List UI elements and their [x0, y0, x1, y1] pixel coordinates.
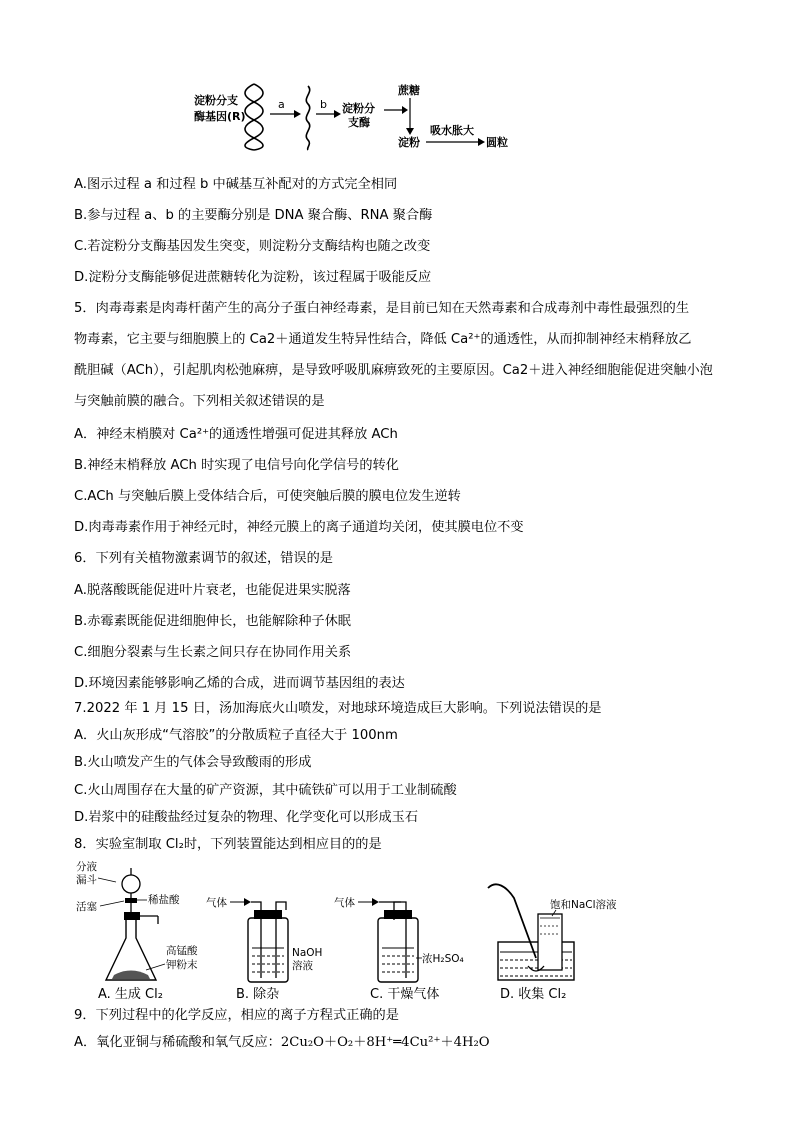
caption-d: D. 收集 Cl₂ [500, 987, 567, 1002]
q6-option-b: B.赤霉素既能促进细胞伸长，也能解除种子休眠 [74, 614, 351, 629]
separatory-funnel-icon [122, 875, 140, 893]
caption-b: B. 除杂 [236, 987, 280, 1002]
starch-label: 淀粉 [398, 136, 420, 149]
svg-text:气体: 气体 [334, 897, 355, 909]
apparatus-a [76, 860, 198, 1002]
q5-stem-line2: 物毒素，它主要与细胞膜上的 Ca2＋通道发生特异性结合，降低 Ca²⁺的通透性，从而抑制神经末梢释放乙 [74, 332, 692, 347]
q5-option-c: C.ACh 与突触后膜上受体结合后，可使突触后膜的膜电位发生逆转 [74, 489, 461, 504]
q4-option-b: B.参与过程 a、b 的主要酶分别是 DNA 聚合酶、RNA 聚合酶 [74, 208, 433, 223]
q5-option-b: B.神经末梢释放 ACh 时实现了电信号向化学信号的转化 [74, 458, 399, 473]
svg-text:钾粉末: 钾粉末 [166, 959, 198, 971]
q5-option-d: D.肉毒毒素作用于神经元时，神经元膜上的离子通道均关闭，使其膜电位不变 [74, 520, 524, 535]
svg-text:NaOH: NaOH [292, 947, 323, 959]
round-grain-label: 圆粒 [486, 136, 508, 149]
q5-stem-line4: 与突触前膜的融合。下列相关叙述错误的是 [74, 394, 325, 409]
svg-text:高锰酸: 高锰酸 [166, 945, 198, 957]
water-absorb-label: 吸水胀大 [430, 124, 474, 137]
q6-stem: 6．下列有关植物激素调节的叙述，错误的是 [74, 551, 333, 566]
caption-c: C. 干燥气体 [370, 987, 440, 1002]
sucrose-label: 蔗糖 [398, 84, 420, 97]
apparatus-b [206, 896, 322, 1002]
arrow-b-label: b [320, 98, 327, 111]
q4-option-d: D.淀粉分支酶能够促进蔗糖转化为淀粉，该过程属于吸能反应 [74, 270, 432, 285]
gene-label-line2: 酶基因(R) [194, 110, 246, 123]
collection-cylinder-icon [538, 914, 562, 970]
q5-stem-line3: 酰胆碱（ACh），引起肌肉松弛麻痹，是导致呼吸肌麻痹致死的主要原因。Ca2＋进入神经细胞能促进突触小泡 [74, 363, 713, 378]
q7-option-a: A．火山灰形成“气溶胶”的分散质粒子直径大于 100nm [74, 728, 398, 743]
q6-option-c: C.细胞分裂素与生长素之间只存在协同作用关系 [74, 645, 352, 660]
q7-option-d: D.岩浆中的硅酸盐经过复杂的物理、化学变化可以形成玉石 [74, 810, 419, 825]
svg-text:气体: 气体 [206, 897, 227, 909]
q7-option-b: B.火山喷发产生的气体会导致酸雨的形成 [74, 755, 312, 770]
q4-option-a: A.图示过程 a 和过程 b 中碱基互补配对的方式完全相同 [74, 177, 398, 192]
svg-text:饱和NaCl溶液: 饱和NaCl溶液 [550, 899, 617, 911]
svg-text:浓H₂SO₄: 浓H₂SO₄ [422, 953, 464, 965]
arrow-a-label: a [278, 98, 285, 111]
q9-option-a [74, 1033, 724, 1053]
caption-a: A. 生成 Cl₂ [98, 987, 163, 1002]
gene-expression-diagram [190, 80, 520, 152]
q6-option-d: D.环境因素能够影响乙烯的合成，进而调节基因组的表达 [74, 676, 405, 691]
apparatus-c [334, 896, 464, 1002]
q5-option-a: A．神经末梢膜对 Ca²⁺的通透性增强可促进其释放 ACh [74, 427, 398, 442]
svg-text:溶液: 溶液 [292, 960, 313, 972]
gene-label-line1: 淀粉分支 [194, 94, 238, 107]
q5-stem-line1: 5．肉毒毒素是肉毒杆菌产生的高分子蛋白神经毒素，是目前已知在天然毒素和合成毒剂中毒性最强烈的生 [74, 301, 690, 316]
q9-option-a-text: A．氧化亚铜与稀硫酸和氧气反应： [74, 1035, 281, 1050]
enzyme-label-line1: 淀粉分 [342, 102, 375, 115]
apparatus-d [488, 884, 617, 1002]
enzyme-label-line2: 支酶 [348, 116, 370, 129]
q7-option-c: C.火山周围存在大量的矿产资源，其中硫铁矿可以用于工业制硫酸 [74, 783, 457, 798]
q9-option-a-equation: 2Cu₂O＋O₂＋8H⁺═4Cu²⁺＋4H₂O [280, 1035, 490, 1050]
q4-option-c: C.若淀粉分支酶基因发生突变，则淀粉分支酶结构也随之改变 [74, 239, 431, 254]
q9-stem: 9．下列过程中的化学反应，相应的离子方程式正确的是 [74, 1008, 399, 1023]
dna-helix-icon [245, 84, 263, 150]
mrna-strand-icon [306, 86, 309, 150]
svg-text:稀盐酸: 稀盐酸 [148, 894, 180, 906]
q6-option-a: A.脱落酸既能促进叶片衰老，也能促进果实脱落 [74, 583, 351, 598]
apparatus-diagram [76, 858, 636, 1002]
q7-stem: 7.2022 年 1 月 15 日，汤加海底火山喷发，对地球环境造成巨大影响。下列说法错误的是 [74, 701, 602, 716]
svg-text:分液: 分液 [76, 861, 97, 873]
svg-text:活塞: 活塞 [76, 901, 97, 913]
svg-text:漏斗: 漏斗 [76, 874, 97, 886]
q8-stem: 8．实验室制取 Cl₂时，下列装置能达到相应目的的是 [74, 837, 382, 852]
